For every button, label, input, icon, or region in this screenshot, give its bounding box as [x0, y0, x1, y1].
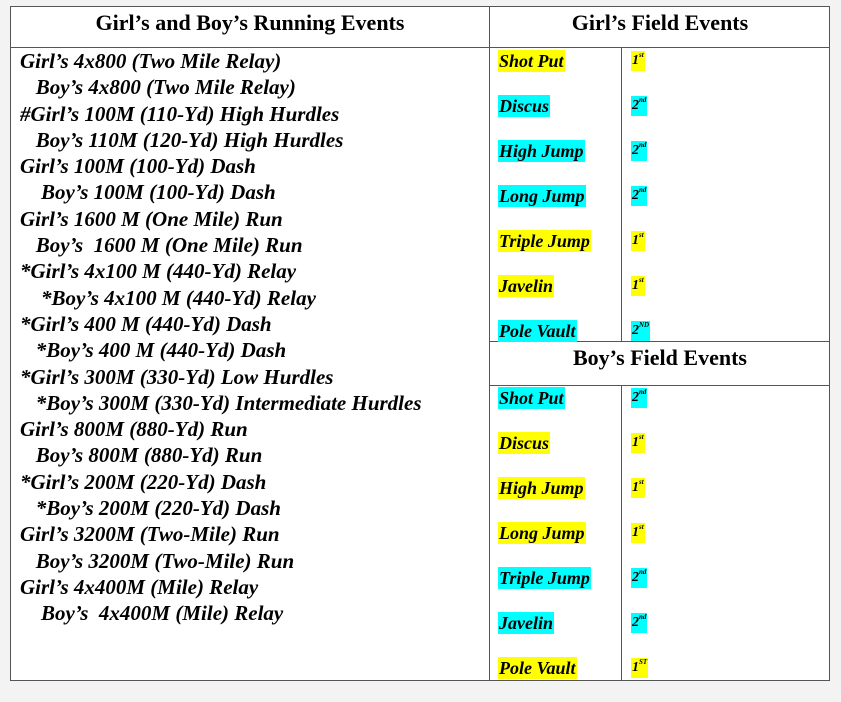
place-number: 2: [632, 188, 639, 203]
place-number: 1: [632, 435, 639, 450]
place-suffix: ST: [639, 658, 648, 666]
boys-field-events-header: Boy’s Field Events: [573, 345, 747, 370]
field-event-name: Pole Vault: [499, 658, 576, 678]
place-number: 2: [632, 390, 639, 405]
boys-header-bottom-divider: [490, 385, 830, 386]
field-event-name: High Jump: [499, 141, 584, 161]
running-event-item: Boy’s 1600 M (One Mile) Run: [20, 233, 303, 258]
place-number: 2: [632, 570, 639, 585]
place-number: 1: [632, 53, 639, 68]
running-event-item: Boy’s 3200M (Two-Mile) Run: [20, 548, 295, 573]
place-suffix: nd: [639, 141, 647, 149]
field-event-place: [631, 613, 647, 633]
field-event-row: [490, 522, 830, 567]
field-event-name: Javelin: [499, 613, 553, 633]
field-event-name: High Jump: [499, 478, 584, 498]
field-event-place: [631, 96, 647, 116]
running-event-item: #Girl’s 100M (110-Yd) High Hurdles: [20, 101, 340, 126]
field-event-place: [631, 51, 645, 71]
running-event-item: Girl’s 4x400M (Mile) Relay: [20, 574, 259, 599]
place-number: 2: [632, 98, 639, 113]
place-number: 1: [632, 278, 639, 293]
running-event-item: Girl’s 3200M (Two-Mile) Run: [20, 522, 280, 547]
boys-field-events-list: [490, 387, 830, 702]
field-event-place: [631, 568, 647, 588]
field-event-name: Long Jump: [499, 186, 585, 206]
field-event-name: Triple Jump: [499, 231, 590, 251]
field-event-name: Javelin: [499, 276, 553, 296]
running-event-item: Boy’s 800M (880-Yd) Run: [20, 443, 263, 468]
running-event-item: *Boy’s 300M (330-Yd) Intermediate Hurdles: [20, 390, 422, 415]
place-suffix: st: [639, 51, 644, 59]
place-suffix: nd: [639, 388, 647, 396]
running-event-item: Girl’s 800M (880-Yd) Run: [20, 417, 248, 442]
field-event-row: [490, 387, 830, 432]
running-event-item: *Girl’s 300M (330-Yd) Low Hurdles: [20, 364, 334, 389]
field-event-place: [631, 276, 645, 296]
field-event-name: Triple Jump: [499, 568, 590, 588]
place-suffix: st: [639, 478, 644, 486]
field-event-name: Shot Put: [499, 51, 564, 71]
girls-field-events-header: Girl’s Field Events: [571, 10, 749, 35]
place-suffix: st: [639, 523, 644, 531]
running-events-list: [20, 48, 422, 627]
field-event-name: Long Jump: [499, 523, 585, 543]
running-event-item: *Girl’s 200M (220-Yd) Dash: [20, 469, 267, 494]
field-event-row: [490, 657, 830, 702]
running-event-item: Girl’s 4x800 (Two Mile Relay): [20, 49, 282, 73]
field-event-row: [490, 95, 830, 140]
field-event-place: [631, 388, 647, 408]
place-number: 1: [632, 660, 639, 675]
events-table: [10, 6, 830, 681]
field-event-name: Discus: [499, 96, 550, 116]
running-event-item: Boy’s 110M (120-Yd) High Hurdles: [20, 127, 344, 152]
field-event-place: [631, 658, 648, 678]
field-event-place: [631, 231, 645, 251]
field-event-row: [490, 185, 830, 230]
field-event-place: [631, 141, 647, 161]
field-event-name: Pole Vault: [499, 321, 576, 341]
place-number: 2: [632, 143, 639, 158]
field-event-place: [631, 186, 647, 206]
place-number: 2: [632, 323, 639, 338]
place-suffix: ND: [639, 321, 650, 329]
running-event-item: *Girl’s 4x100 M (440-Yd) Relay: [20, 259, 297, 284]
running-event-item: *Boy’s 4x100 M (440-Yd) Relay: [20, 285, 316, 310]
running-event-item: Boy’s 4x400M (Mile) Relay: [20, 601, 284, 626]
field-event-place: [631, 478, 645, 498]
field-event-row: [490, 477, 830, 522]
place-suffix: nd: [639, 186, 647, 194]
field-event-row: [490, 432, 830, 477]
field-event-row: [490, 230, 830, 275]
field-event-row: [490, 50, 830, 95]
field-event-place: [631, 433, 645, 453]
place-suffix: st: [639, 433, 644, 441]
place-number: 1: [632, 525, 639, 540]
field-event-name: Discus: [499, 433, 550, 453]
field-event-row: [490, 612, 830, 657]
running-event-item: Boy’s 4x800 (Two Mile Relay): [20, 75, 296, 100]
running-event-item: *Girl’s 400 M (440-Yd) Dash: [20, 311, 272, 336]
field-event-place: [631, 321, 650, 341]
place-suffix: nd: [639, 613, 647, 621]
place-number: 1: [632, 480, 639, 495]
place-suffix: st: [639, 276, 644, 284]
place-suffix: st: [639, 231, 644, 239]
field-event-row: [490, 567, 830, 612]
place-suffix: nd: [639, 568, 647, 576]
place-suffix: nd: [639, 96, 647, 104]
running-event-item: Girl’s 1600 M (One Mile) Run: [20, 206, 283, 231]
girls-field-events-list: [490, 50, 830, 365]
running-event-item: Boy’s 100M (100-Yd) Dash: [20, 180, 276, 205]
field-event-place: [631, 523, 645, 543]
field-event-row: [490, 140, 830, 185]
place-number: 1: [632, 233, 639, 248]
field-event-row: [490, 320, 830, 365]
running-events-header: Girl’s and Boy’s Running Events: [95, 10, 405, 35]
field-event-row: [490, 275, 830, 320]
place-number: 2: [632, 615, 639, 630]
running-event-item: *Boy’s 400 M (440-Yd) Dash: [20, 338, 287, 363]
running-event-item: Girl’s 100M (100-Yd) Dash: [20, 154, 256, 179]
field-event-name: Shot Put: [499, 388, 564, 408]
running-event-item: *Boy’s 200M (220-Yd) Dash: [20, 496, 281, 521]
